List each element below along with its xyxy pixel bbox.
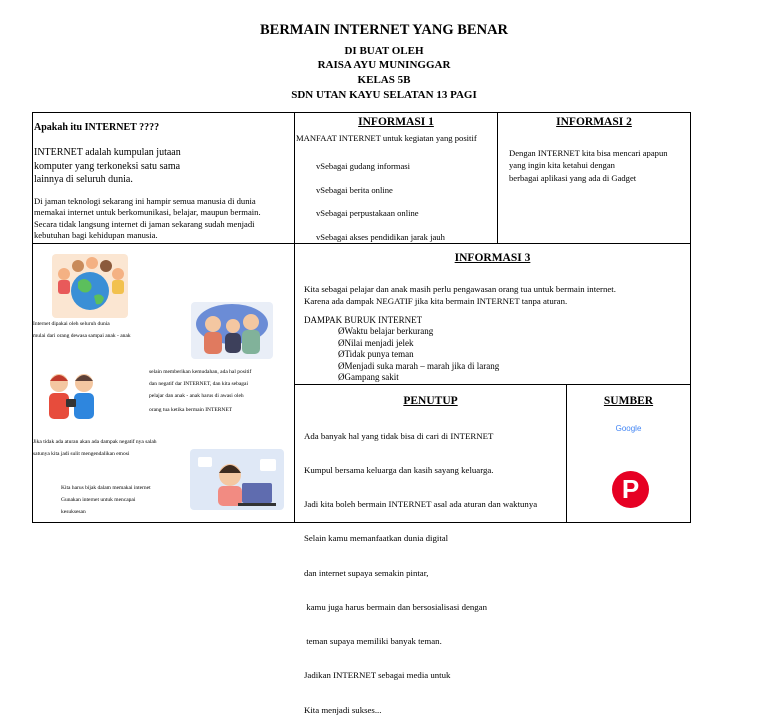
text-line: orang tua ketika bermain INTERNET xyxy=(149,407,233,413)
info1-heading: INFORMASI 1 xyxy=(358,116,434,128)
apakah-heading: Apakah itu INTERNET ???? xyxy=(34,122,160,133)
info1-item xyxy=(316,208,419,218)
bullet: Ø xyxy=(338,360,345,371)
item-label: Sebagai berita online xyxy=(320,185,393,195)
item-label: Gampang sakit xyxy=(344,372,399,383)
text-line: lainnya di seluruh dunia. xyxy=(34,174,133,185)
bullet: Ø xyxy=(338,326,345,336)
info1-item xyxy=(316,161,410,171)
list-item xyxy=(338,372,499,384)
bullet: v xyxy=(316,161,321,171)
list-item xyxy=(338,349,499,361)
text-line: mulai dari orang dewasa sampai anak - anak xyxy=(33,333,131,339)
family-icon xyxy=(191,302,273,359)
text-line: Secara tidak langsung internet di jaman sekarang sudah menjadi xyxy=(34,218,255,229)
text-line: Kita harus bijak dalam memakai internet xyxy=(61,485,151,491)
item-label: Nilai menjadi jelek xyxy=(344,337,414,348)
dampak-list xyxy=(338,326,499,384)
text-line: Jadikan INTERNET sebagai media untuk xyxy=(304,670,451,681)
text-line: memakai internet untuk berkomunikasi, belajar, maupun bermain. xyxy=(34,207,261,218)
text-line: berbagai aplikasi yang ada di Gadget xyxy=(509,172,637,183)
grid-line xyxy=(294,112,295,523)
text-line: satunya kita jadi sulit mengendalikan emosi xyxy=(33,451,130,457)
text-line: komputer yang terkoneksi satu sama xyxy=(34,160,181,172)
grid-line xyxy=(32,112,33,523)
grid-line xyxy=(690,112,691,523)
apakah-paragraph-1 xyxy=(34,146,181,187)
bullet: Ø xyxy=(338,372,345,383)
page-title: BERMAIN INTERNET YANG BENAR xyxy=(259,22,509,38)
text-line: Karena ada dampak NEGATIF jika kita bermain INTERNET tanpa aturan. xyxy=(304,295,568,306)
class-name: KELAS 5B xyxy=(357,74,411,86)
sumber-heading: SUMBER xyxy=(603,395,654,407)
item-label: Waktu belajar berkurang xyxy=(344,326,434,336)
school-name: SDN UTAN KAYU SELATAN 13 PAGI xyxy=(291,89,477,101)
item-label: Sebagai akses pendidikan jarak jauh xyxy=(320,232,445,242)
caption-3 xyxy=(33,436,157,460)
made-by: DI BUAT OLEH xyxy=(344,45,424,57)
penutup-text xyxy=(304,408,537,727)
text-line: Jika tidak ada aturan akan ada dampak negatif nya salah xyxy=(33,439,157,445)
item-label: Sebagai gudang informasi xyxy=(320,161,411,171)
laptop-icon xyxy=(190,449,284,510)
caption-1 xyxy=(33,320,131,340)
grid-line xyxy=(32,243,691,244)
text-line: Kumpul bersama keluarga dan kasih sayang keluarga. xyxy=(304,465,494,476)
dampak-heading: DAMPAK BURUK INTERNET xyxy=(304,315,423,325)
bullet: v xyxy=(316,185,321,195)
grid-line xyxy=(294,384,691,385)
grid-line xyxy=(497,112,498,243)
text-line: Gunakan internet untuk mencapai xyxy=(61,497,136,503)
caption-2 xyxy=(149,366,251,416)
girl-laptop-illustration xyxy=(190,449,284,510)
text-line: Kita sebagai pelajar dan anak masih perlu pengawasan orang tua untuk bermain internet. xyxy=(304,284,616,294)
bullet: Ø xyxy=(338,337,345,348)
info1-intro: MANFAAT INTERNET untuk kegiatan yang positif xyxy=(296,133,477,143)
angry-children-illustration xyxy=(40,369,102,424)
globe-children-illustration xyxy=(52,254,128,318)
globe-icon xyxy=(52,254,128,318)
text-line: INTERNET adalah kumpulan jutaan xyxy=(34,147,181,158)
text-line: kamu juga harus bermain dan bersosialisasi dengan xyxy=(304,601,487,612)
google-logo: Google xyxy=(615,424,642,433)
info3-heading: INFORMASI 3 xyxy=(454,252,531,264)
list-item xyxy=(338,326,499,338)
text-line: Kita menjadi sukses... xyxy=(304,704,382,715)
caption-4 xyxy=(61,482,151,518)
info1-item xyxy=(316,232,445,242)
text-line: Jadi kita boleh bermain INTERNET asal ada aturan dan waktunya xyxy=(304,499,538,510)
apakah-paragraph-2 xyxy=(34,196,261,241)
grid-line xyxy=(32,112,691,113)
bullet: Ø xyxy=(338,349,345,360)
bullet: v xyxy=(316,208,321,218)
text-line: Selain kamu memanfaatkan dunia digital xyxy=(304,533,449,544)
item-label: Menjadi suka marah – marah jika di larang xyxy=(344,360,500,371)
text-line: Internet dipakai oleh seluruh dunia xyxy=(33,321,110,327)
bullet: v xyxy=(316,232,321,242)
children-icon xyxy=(40,369,102,424)
text-line: selain memberikan kemudahan, ada hal positif xyxy=(149,369,252,375)
text-line: Dengan INTERNET kita bisa mencari apapun xyxy=(509,148,668,158)
text-line: dan negatif dar INTERNET, dan kita sebagai xyxy=(149,381,249,387)
info2-text xyxy=(509,147,668,184)
list-item xyxy=(338,338,499,350)
info2-heading: INFORMASI 2 xyxy=(556,116,632,128)
text-line: Ada banyak hal yang tidak bisa di cari di INTERNET xyxy=(304,430,494,441)
list-item xyxy=(338,361,499,373)
penutup-heading: PENUTUP xyxy=(403,395,458,407)
text-line: dan internet supaya semakin pintar, xyxy=(304,567,429,578)
info1-item xyxy=(316,185,393,195)
author-name: RAISA AYU MUNINGGAR xyxy=(317,59,451,71)
text-line: pelajar dan anak - anak harus di awasi oleh xyxy=(149,393,244,399)
pinterest-logo: P xyxy=(612,471,649,508)
text-line: Di jaman teknologi sekarang ini hampir semua manusia di dunia xyxy=(34,196,256,206)
info3-text xyxy=(304,284,616,307)
text-line: yang ingin kita ketahui dengan xyxy=(509,160,615,171)
item-label: Tidak punya teman xyxy=(344,349,414,360)
text-line: kesuksesan xyxy=(61,509,86,515)
text-line: kebutuhan bagi kehidupan manusia. xyxy=(34,229,158,240)
item-label: Sebagai perpustakaan online xyxy=(320,208,419,218)
text-line: teman supaya memiliki banyak teman. xyxy=(304,636,442,647)
family-device-illustration xyxy=(191,302,273,359)
